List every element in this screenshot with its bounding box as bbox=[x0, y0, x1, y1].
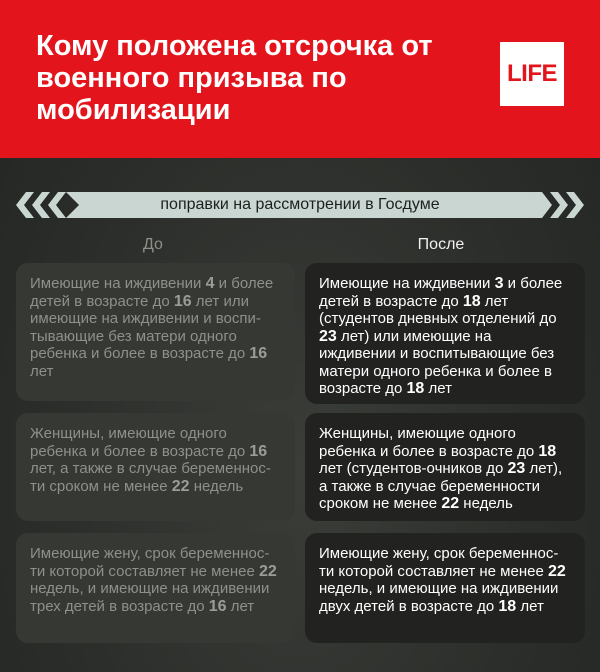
card-text: лет) или имеющие на иждивении и воспитывающие без матери одного ребенка и более в возрасте до bbox=[319, 327, 555, 397]
card-text: лет bbox=[30, 362, 54, 380]
card-text: лет), а также в случае беременности сроком не менее bbox=[319, 460, 563, 512]
card-text: Имеющие на иждивении bbox=[30, 275, 206, 292]
highlighted-number: 22 bbox=[171, 477, 190, 495]
banner-label: поправки на рассмотрении в Госдуме bbox=[160, 196, 440, 213]
highlighted-number: 18 bbox=[538, 442, 557, 460]
right-chevron-icon bbox=[566, 192, 584, 218]
highlighted-number: 23 bbox=[507, 460, 526, 477]
card-text: лет bbox=[424, 380, 452, 397]
card-before-3 bbox=[16, 533, 295, 643]
card-text: лет (студентов дневных отделений до bbox=[319, 292, 557, 327]
card-before-2 bbox=[16, 413, 295, 521]
card-after-3 bbox=[305, 533, 585, 643]
card-text: лет, а также в случае беременнос-ти сроком не менее bbox=[30, 460, 271, 495]
highlighted-number: 22 bbox=[547, 562, 566, 580]
card-text: Имеющие на иждивении bbox=[319, 275, 495, 292]
column-header-after: После bbox=[417, 236, 465, 253]
column-header-before: До bbox=[143, 236, 163, 253]
card-text: лет bbox=[226, 597, 255, 615]
card-text: Имеющие жену, срок беременнос-ти которой составляет не менее bbox=[30, 545, 270, 580]
card-after-2 bbox=[305, 413, 585, 521]
card-after-1 bbox=[305, 263, 585, 404]
card-before-1 bbox=[16, 263, 295, 401]
highlighted-number: 16 bbox=[208, 597, 227, 615]
card-text: недель bbox=[189, 477, 244, 495]
highlighted-number: 18 bbox=[406, 380, 425, 397]
highlighted-number: 23 bbox=[319, 327, 337, 345]
highlighted-number: 16 bbox=[173, 292, 192, 310]
card-text: лет bbox=[516, 597, 544, 615]
left-chevron-icon bbox=[48, 192, 66, 218]
card-text: недель, и имеющие на иждивении трех детей в возрасте до bbox=[30, 580, 270, 615]
left-chevron-icon bbox=[16, 192, 34, 218]
card-text: Женщины, имеющие одного ребенка и более в возрасте до bbox=[319, 425, 539, 460]
highlighted-number: 18 bbox=[498, 597, 517, 615]
card-text: недель, и имеющие на иждивении двух детей в возрасте до bbox=[319, 580, 559, 615]
highlighted-number: 18 bbox=[462, 292, 481, 310]
highlighted-number: 4 bbox=[205, 275, 215, 292]
page-title: Кому положена отсрочка от военного призыва по мобилизации bbox=[36, 30, 433, 126]
header-banner bbox=[0, 0, 600, 158]
left-chevron-icon bbox=[32, 192, 50, 218]
life-logo bbox=[500, 42, 564, 106]
highlighted-number: 16 bbox=[249, 442, 268, 460]
card-text: и более детей в возрасте до bbox=[319, 275, 563, 310]
right-chevron-icon bbox=[550, 192, 568, 218]
highlighted-number: 22 bbox=[441, 495, 460, 512]
card-text: и более детей в возрасте до bbox=[30, 275, 274, 310]
card-text: лет (студентов-очников до bbox=[319, 460, 508, 477]
card-text: недель bbox=[459, 495, 513, 512]
card-text: Имеющие жену, срок беременнос-ти которой составляет не менее bbox=[319, 545, 559, 580]
highlighted-number: 22 bbox=[258, 562, 277, 580]
amendments-banner bbox=[12, 190, 588, 220]
highlighted-number: 16 bbox=[249, 345, 268, 362]
card-text: Женщины, имеющие одного ребенка и более в возрасте до bbox=[30, 425, 250, 460]
logo-text: LIFE bbox=[507, 60, 557, 87]
highlighted-number: 3 bbox=[494, 275, 504, 292]
card-text: лет или имеющие на иждивении и воспи-тывающие без матери одного ребенка и более в возрасте до bbox=[30, 292, 261, 362]
